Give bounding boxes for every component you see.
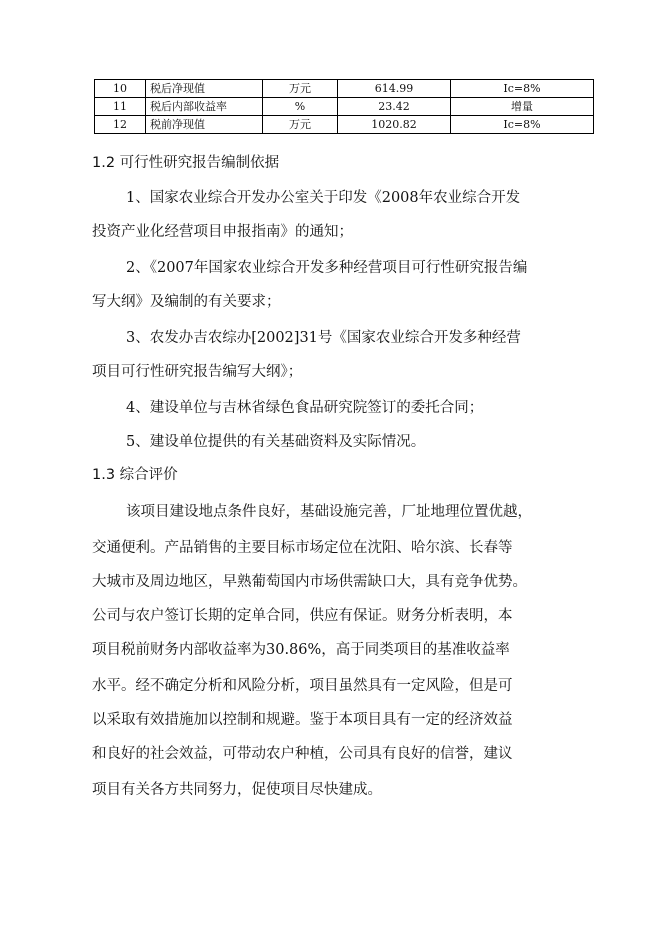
row-unit: 万元	[263, 80, 338, 98]
evaluation-line: 和良好的社会效益，可带动农户种植，公司具有良好的信誉，建议	[92, 746, 513, 762]
section-heading-1-3: 1.3 综合评价	[92, 467, 178, 483]
row-unit: 万元	[263, 116, 338, 134]
evaluation-line: 以采取有效措施加以控制和规避。鉴于本项目具有一定的经济效益	[92, 712, 513, 728]
table-row	[95, 98, 594, 116]
evaluation-line: 该项目建设地点条件良好，基础设施完善，厂址地理位置优越，	[126, 504, 532, 520]
evaluation-line: 水平。经不确定分析和风险分析，项目虽然具有一定风险，但是可	[92, 678, 513, 694]
evaluation-line: 公司与农户签订长期的定单合同，供应有保证。财务分析表明，本	[92, 608, 513, 624]
basis-line: 投资产业化经营项目申报指南》的通知；	[92, 224, 353, 240]
row-note: Ic=8%	[451, 116, 594, 134]
basis-line: 3、农发办吉农综办[2002]31号《国家农业综合开发多种经营	[126, 330, 521, 346]
basis-line: 1、国家农业综合开发办公室关于印发《2008年农业综合开发	[126, 190, 521, 206]
basis-line: 写大纲》及编制的有关要求；	[92, 294, 281, 310]
basis-line: 项目可行性研究报告编写大纲》；	[92, 364, 303, 380]
section-heading-1-2: 1.2 可行性研究报告编制依据	[92, 155, 280, 171]
row-number: 12	[95, 116, 146, 134]
evaluation-line: 交通便利。产品销售的主要目标市场定位在沈阳、哈尔滨、长春等	[92, 540, 513, 556]
row-number: 11	[95, 98, 146, 116]
basis-line: 4、建设单位与吉林省绿色食品研究院签订的委托合同；	[126, 400, 484, 416]
row-value: 23.42	[338, 98, 451, 116]
row-note: Ic=8%	[451, 80, 594, 98]
table-row	[95, 116, 594, 134]
indicator-table	[94, 79, 594, 134]
row-note: 增量	[451, 98, 594, 116]
row-item: 税后净现值	[146, 80, 263, 98]
row-item: 税后内部收益率	[146, 98, 263, 116]
row-number: 10	[95, 80, 146, 98]
evaluation-line: 大城市及周边地区，早熟葡萄国内市场供需缺口大，具有竞争优势。	[92, 574, 527, 590]
table-row	[95, 80, 594, 98]
row-unit: %	[263, 98, 338, 116]
basis-line: 5、建设单位提供的有关基础资料及实际情况。	[126, 434, 426, 450]
evaluation-line: 项目有关各方共同努力，促使项目尽快建成。	[92, 782, 382, 798]
row-value: 1020.82	[338, 116, 451, 134]
basis-line: 2、《2007年国家农业综合开发多种经营项目可行性研究报告编	[126, 260, 528, 276]
row-item: 税前净现值	[146, 116, 263, 134]
evaluation-line: 项目税前财务内部收益率为30.86%，高于同类项目的基准收益率	[92, 642, 510, 658]
row-value: 614.99	[338, 80, 451, 98]
